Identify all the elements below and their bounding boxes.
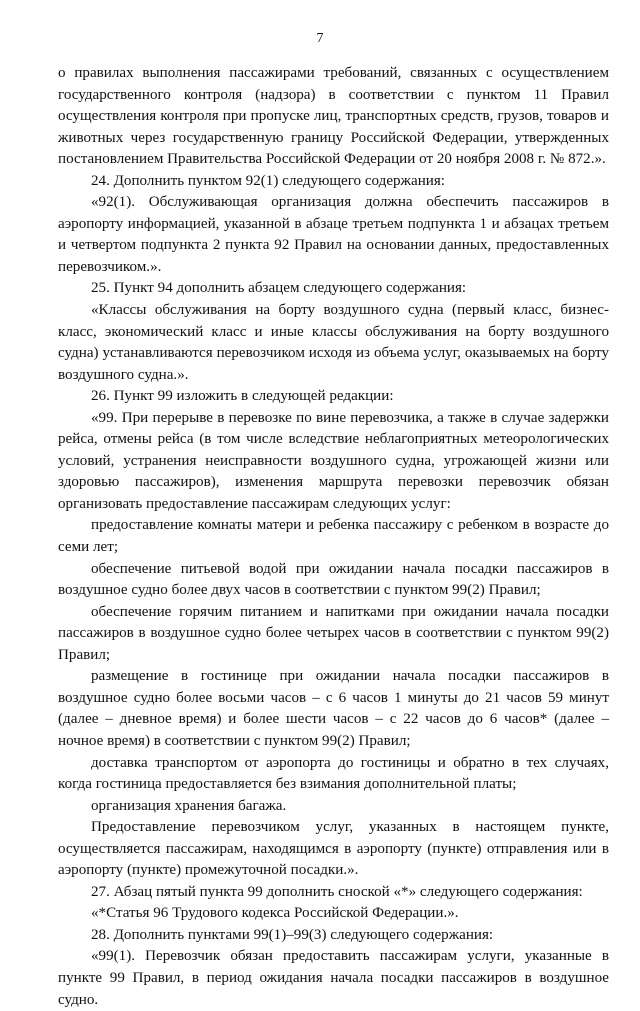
paragraph-quote-92-1: «92(1). Обслуживающая организация должна обеспечить пассажиров в аэропорту информацией, указанной в абзаце третьем подпункта 1 и абзацах третьем и четвертом подпункта 2 пункта 92 Правил на основании данных, предоставленных перевозчиком.».	[58, 194, 609, 275]
paragraph-quote-service-classes: «Классы обслуживания на борту воздушного судна (первый класс, бизнес-класс, экономический класс и иные классы обслуживания на борту воздушного судна) устанавливаются перевозчиком исходя из объема услуг, оказываемых на борту воздушного судна.».	[58, 302, 609, 383]
document-body	[58, 63, 609, 1011]
paragraph-item-28: 28. Дополнить пунктами 99(1)–99(3) следующего содержания:	[91, 926, 494, 943]
paragraph-continuation: о правилах выполнения пассажирами требований, связанных с осуществлением государственного контроля (надзора) в соответствии с пунктом 11 Правил осуществления контроля при пропуске лиц, транспортных средств, грузов, товаров и животных через государственную границу Российской Федерации, утвержденных постановлением Правительства Российской Федерации от 20 ноября 2008 г. № 872.».	[58, 65, 609, 168]
paragraph-services-provision: Предоставление перевозчиком услуг, указанных в настоящем пункте, осуществляется пассажирам, находящимся в аэропорту (пункте) отправления или в аэропорту (пункте) промежуточной посадки.».	[58, 819, 609, 879]
paragraph-item-24: 24. Дополнить пунктом 92(1) следующего содержания:	[91, 172, 445, 189]
paragraph-quote-99-1: «99(1). Перевозчик обязан предоставить пассажирам услуги, указанные в пункте 99 Правил, в период ожидания начала посадки пассажиров в воздушное судно.	[58, 948, 609, 1008]
paragraph-item-25: 25. Пункт 94 дополнить абзацем следующего содержания:	[91, 280, 467, 297]
paragraph-item-26: 26. Пункт 99 изложить в следующей редакции:	[91, 388, 394, 405]
paragraph-service-transport: доставка транспортом от аэропорта до гостиницы и обратно в тех случаях, когда гостиница предоставляется без взимания дополнительной платы;	[58, 754, 609, 793]
paragraph-service-drinking-water: обеспечение питьевой водой при ожидании начала посадки пассажиров в воздушное судно более двух часов в соответствии с пунктом 99(2) Правил;	[58, 560, 609, 599]
page-number: 7	[316, 31, 324, 46]
paragraph-quote-99: «99. При перерыве в перевозке по вине перевозчика, а также в случае задержки рейса, отмены рейса (в том числе вследствие неблагоприятных метеорологических условий, устранения неисправности воздушного судна, угрожающей жизни или здоровью пассажиров), изменения маршрута перевозки перевозчик обязан организовать предоставление пассажирам следующих услуг:	[58, 409, 609, 512]
paragraph-item-27: 27. Абзац пятый пункта 99 дополнить сноской «*» следующего содержания:	[91, 883, 583, 900]
paragraph-service-hot-meals: обеспечение горячим питанием и напитками при ожидании начала посадки пассажиров в воздушное судно более четырех часов в соответствии с пунктом 99(2) Правил;	[58, 603, 609, 663]
paragraph-service-hotel: размещение в гостинице при ожидании начала посадки пассажиров в воздушное судно более восьми часов – с 6 часов 1 минуты до 21 часов 59 минут (далее – дневное время) и более шести часов – с 22 часов до 6 часов* (далее – ночное время) в соответствии с пунктом 99(2) Правил;	[58, 668, 609, 749]
paragraph-service-baggage: организация хранения багажа.	[91, 797, 287, 814]
paragraph-footnote-quote: «*Статья 96 Трудового кодекса Российской Федерации.».	[91, 905, 459, 922]
paragraph-service-mother-child-room: предоставление комнаты матери и ребенка пассажиру с ребенком в возрасте до семи лет;	[58, 517, 609, 556]
